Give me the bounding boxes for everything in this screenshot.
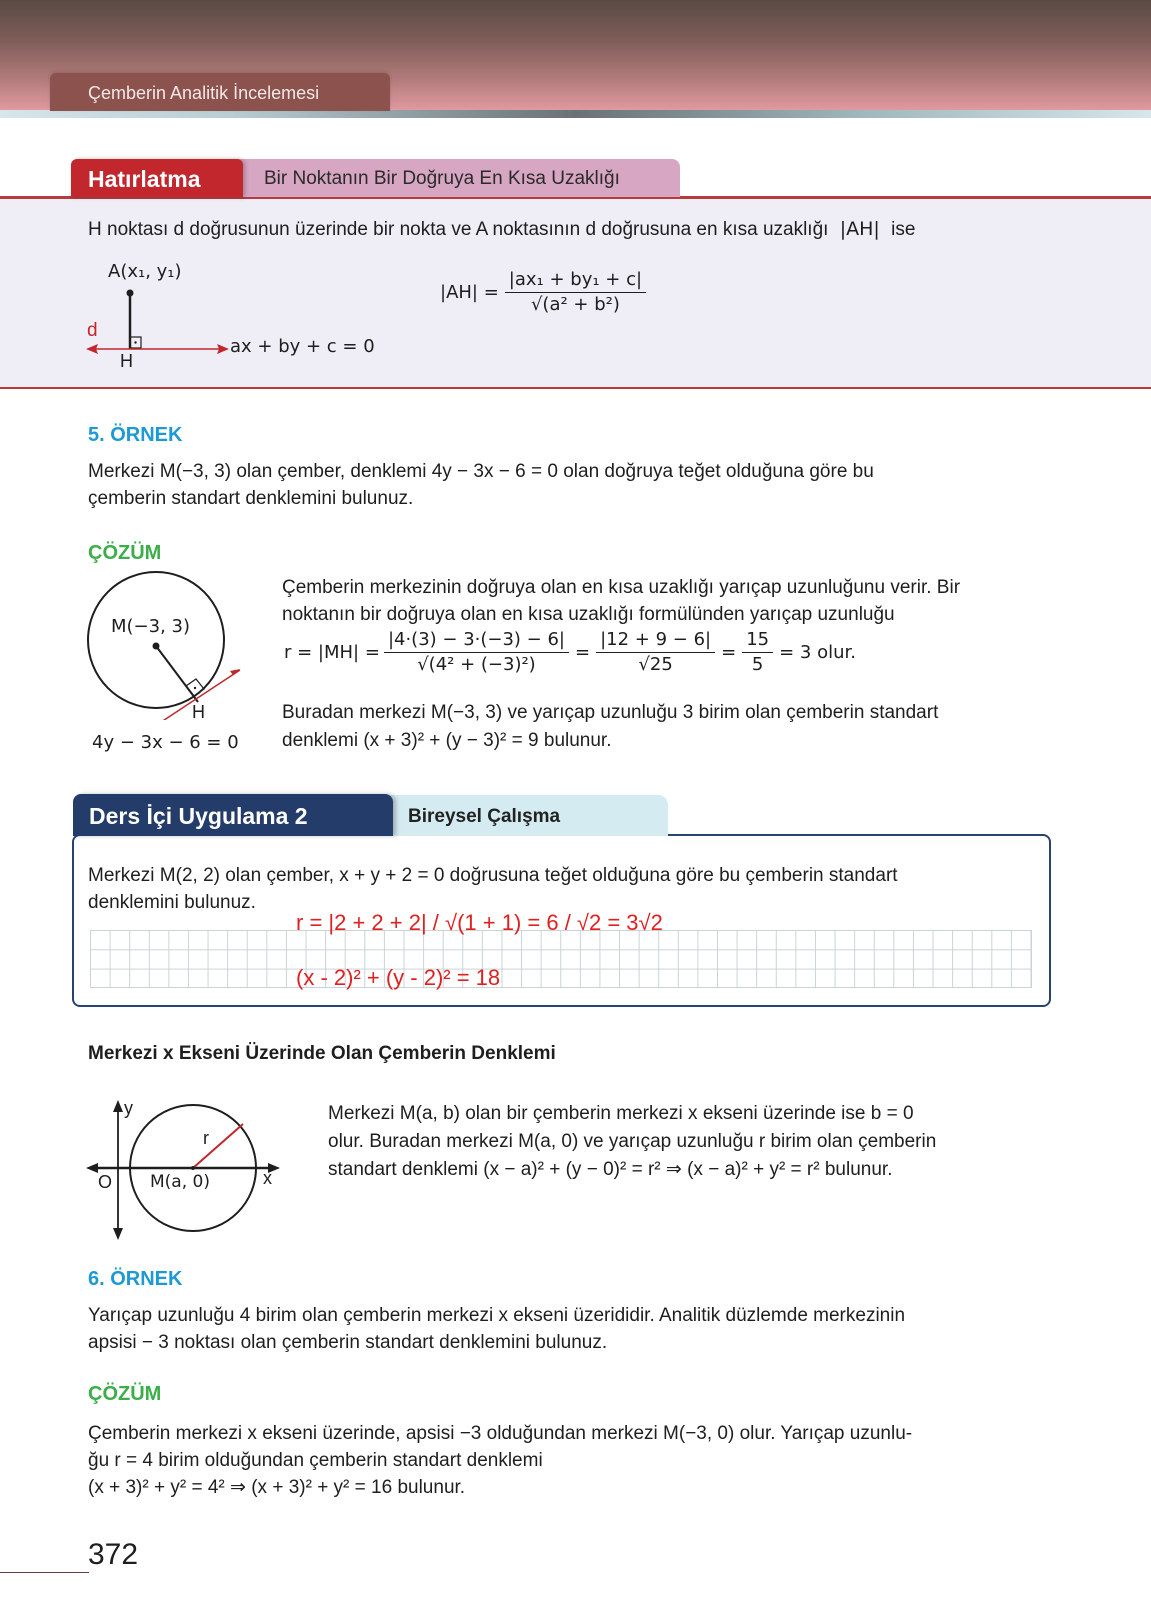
radius-lhs: r = |MH| =: [284, 642, 380, 663]
radius-result: = 3 olur.: [779, 642, 856, 663]
line-d-label: d: [87, 320, 98, 341]
tangent-line-equation: 4y − 3x − 6 = 0: [92, 732, 239, 753]
example6-sol-line3: (x + 3)² + y² = 4² ⇒ (x + 3)² + y² = 16 bulunur.: [88, 1477, 466, 1498]
center-ma0-label: M(a, 0): [150, 1172, 210, 1192]
reminder-subtitle: Bir Noktanın Bir Doğruya En Kısa Uzaklığı: [236, 159, 680, 197]
x-axis-section-heading: Merkezi x Ekseni Üzerinde Olan Çemberin Denklemi: [88, 1043, 556, 1064]
example5-sol-line1: Çemberin merkezinin doğruya olan en kısa uzaklığı yarıçap uzunluğunu verir. Bir: [282, 577, 961, 598]
origin-label: O: [98, 1172, 113, 1192]
reminder-intro: [88, 216, 915, 243]
center-m-label: M(−3, 3): [111, 616, 191, 637]
radius-fraction-1: [384, 628, 569, 677]
practice-subtitle: Bireysel Çalışma: [388, 795, 668, 836]
example6-heading: 6. ÖRNEK: [88, 1268, 183, 1290]
example6-solution-heading: ÇÖZÜM: [88, 1383, 162, 1405]
chapter-title: Çemberin Analitik İncelemesi: [50, 73, 390, 111]
frac3-numerator: 15: [742, 628, 773, 653]
example5-sol-line2: noktanın bir doğruya olan en kısa uzaklığı formülünden yarıçap uzunluğu: [282, 604, 895, 625]
frac1-denominator: √(4² + (−3)²): [417, 654, 536, 675]
formula-fraction: [505, 268, 646, 317]
formula-lhs: |AH| =: [440, 282, 499, 303]
frac3-denominator: 5: [751, 654, 764, 675]
example6-sol-line2: ğu r = 4 birim olduğundan çemberin standart denklemi: [88, 1450, 543, 1471]
page-number: 372: [88, 1538, 139, 1571]
x-axis-circle-diagram: [84, 1100, 284, 1240]
example5-sol-line3: Buradan merkezi M(−3, 3) ve yarıçap uzunluğu 3 birim olan çemberin standart: [282, 702, 939, 723]
example6-line1: Yarıçap uzunluğu 4 birim olan çemberin merkezi x ekseni üzerididir. Analitik düzlemde merkezinin: [88, 1305, 906, 1326]
tangent-foot-label: H: [192, 702, 205, 722]
frac2-numerator: |12 + 9 − 6|: [596, 628, 715, 653]
tangent-circle-diagram: [80, 570, 260, 720]
x-axis-label: x: [263, 1168, 272, 1188]
y-axis-label: y: [124, 1098, 133, 1118]
answer-line2: (x - 2)² + (y - 2)² = 18: [296, 965, 501, 990]
radius-fraction-3: [742, 628, 773, 677]
ah-label: |AH|: [839, 218, 880, 240]
x-axis-line2: olur. Buradan merkezi M(a, 0) ve yarıçap uzunluğu r birim olan çemberin: [328, 1131, 937, 1152]
example5-heading: 5. ÖRNEK: [88, 424, 183, 446]
radius-fraction-2: [596, 628, 715, 677]
header-stripe: [0, 110, 1151, 118]
perpendicular-diagram: [84, 285, 234, 365]
equals-2: =: [721, 642, 737, 663]
example5-line2: çemberin standart denklemini bulunuz.: [88, 488, 414, 509]
example6-line2: apsisi − 3 noktası olan çemberin standart denklemini bulunuz.: [88, 1332, 608, 1353]
reminder-tab: Hatırlatma: [71, 159, 243, 197]
formula-denominator: √(a² + b²): [530, 294, 620, 315]
x-axis-line3: standart denklemi (x − a)² + (y − 0)² = r² ⇒ (x − a)² + y² = r² bulunur.: [328, 1159, 893, 1180]
foot-h-label: H: [120, 351, 133, 371]
frac2-denominator: √25: [638, 654, 673, 675]
distance-formula: [440, 268, 646, 317]
line-equation: ax + by + c = 0: [230, 336, 375, 357]
formula-numerator: |ax₁ + by₁ + c|: [505, 268, 646, 293]
footer-rule: [0, 1572, 89, 1573]
example6-sol-line1: Çemberin merkezi x ekseni üzerinde, apsisi −3 olduğundan merkezi M(−3, 0) olur. Yarıçap uzunlu-: [88, 1423, 913, 1444]
practice-line2: denklemini bulunuz.: [88, 892, 256, 913]
reminder-intro-text: H noktası d doğrusunun üzerinde bir nokta ve A noktasının d doğrusuna en kısa uzaklığı: [88, 219, 829, 240]
radius-r-label: r: [203, 1128, 209, 1148]
answer-grid[interactable]: [90, 930, 1032, 988]
point-a-label: A(x₁, y₁): [108, 261, 182, 282]
example5-line1: Merkezi M(−3, 3) olan çember, denklemi 4y − 3x − 6 = 0 olan doğruya teğet olduğuna göre bu: [88, 461, 874, 482]
x-axis-line1: Merkezi M(a, b) olan bir çemberin merkezi x ekseni üzerinde ise b = 0: [328, 1103, 914, 1124]
equals-1: =: [575, 642, 591, 663]
practice-line1: Merkezi M(2, 2) olan çember, x + y + 2 = 0 doğrusuna teğet olduğuna göre bu çemberin standart: [88, 865, 898, 886]
example5-sol-line4: denklemi (x + 3)² + (y − 3)² = 9 bulunur.: [282, 730, 612, 751]
example5-solution-heading: ÇÖZÜM: [88, 542, 162, 564]
reminder-intro-end: ise: [891, 219, 916, 240]
practice-tab: Ders İçi Uygulama 2: [73, 794, 393, 836]
example5-radius-formula: [284, 628, 856, 677]
answer-line1: r = |2 + 2 + 2| / √(1 + 1) = 6 / √2 = 3√2: [296, 910, 663, 935]
frac1-numerator: |4·(3) − 3·(−3) − 6|: [384, 628, 569, 653]
